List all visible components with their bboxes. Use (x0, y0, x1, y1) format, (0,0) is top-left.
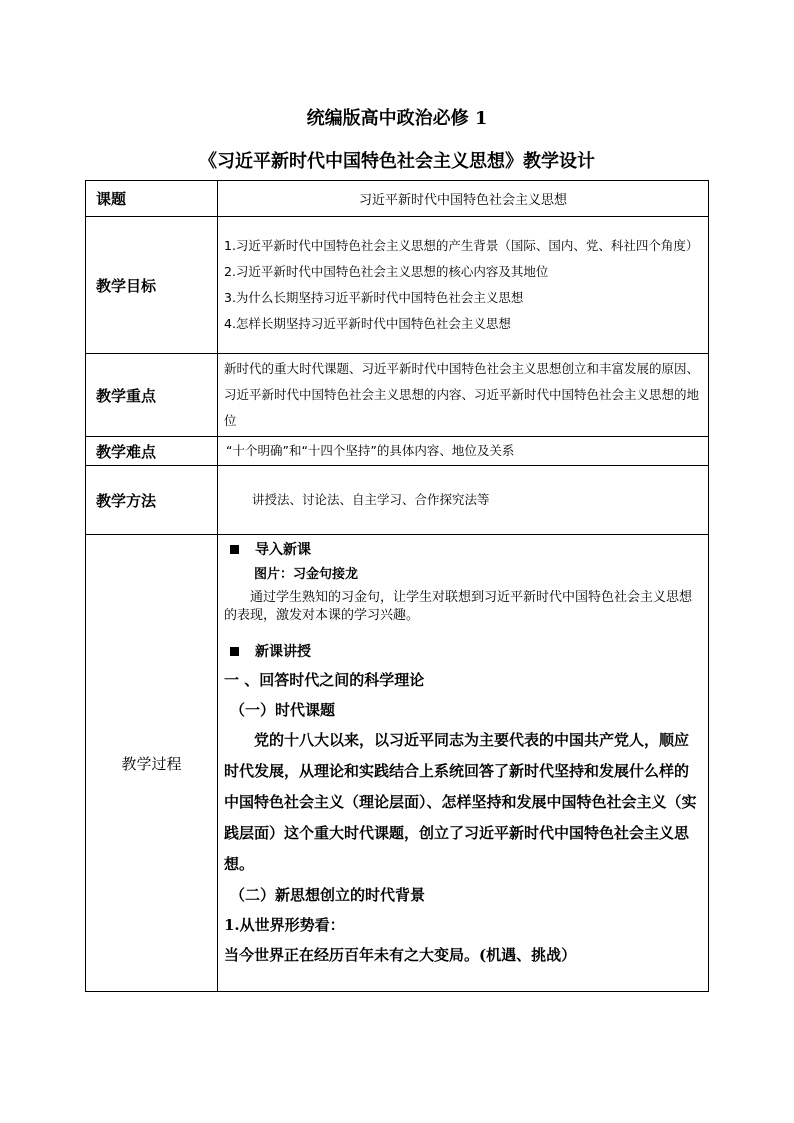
difficulty-value: “十个明确”和“十四个坚持”的具体内容、地位及关系 (218, 437, 709, 466)
document-title: 统编版高中政治必修 1 (306, 108, 488, 129)
intro-paragraph: 通过学生熟知的习金句，让学生对联想到习近平新时代中国特色社会主义思想的表现，激发对本课的学习兴趣。 (224, 590, 693, 623)
table-row-topic (86, 181, 709, 217)
table-row-goals (86, 217, 709, 354)
goal-item: 1.习近平新时代中国特色社会主义思想的产生背景（国际、国内、党、科社四个角度） (224, 238, 699, 253)
table-row-method (86, 466, 709, 535)
section-intro (230, 537, 702, 563)
goal-item: 4.怎样长期坚持习近平新时代中国特色社会主义思想 (224, 316, 511, 331)
method-label: 教学方法 (86, 466, 218, 535)
lesson-plan-table (85, 180, 709, 992)
topic-label: 课题 (86, 181, 218, 217)
focus-value: 新时代的重大时代课题、习近平新时代中国特色社会主义思想创立和丰富发展的原因、习近平新时代中国特色社会主义思想的内容、习近平新时代中国特色社会主义思想的地位 (218, 354, 709, 437)
difficulty-label: 教学难点 (86, 437, 218, 466)
goal-item: 2.习近平新时代中国特色社会主义思想的核心内容及其地位 (224, 264, 549, 279)
process-label: 教学过程 (86, 535, 218, 992)
main-paragraph: 党的十八大以来，以习近平同志为主要代表的中国共产党人，顺应时代发展，从理论和实践结合上系统回答了新时代坚持和发展什么样的中国特色社会主义（理论层面）、怎样坚持和发展中国特色社会主义（实践层面）这个重大时代课题，创立了习近平新时代中国特色社会主义思想。 (224, 731, 697, 873)
focus-label: 教学重点 (86, 354, 218, 437)
heading-one: 一 、回答时代之间的科学理论 (224, 671, 425, 689)
subheading-background: （二）新思想创立的时代背景 (230, 886, 426, 904)
subheading-era-topic: （一）时代课题 (230, 701, 336, 719)
topic-value: 习近平新时代中国特色社会主义思想 (218, 181, 709, 217)
table-row-process (86, 535, 709, 992)
picture-caption: 图片：习金句接龙 (254, 567, 359, 582)
table-row-focus (86, 354, 709, 437)
square-bullet-icon (230, 545, 239, 554)
section-new-lesson (230, 639, 702, 665)
square-bullet-icon (230, 647, 239, 656)
process-cell (218, 535, 709, 992)
table-row-difficulty (86, 437, 709, 466)
goals-cell (218, 217, 709, 354)
section-new-lesson-label: 新课讲授 (255, 644, 311, 660)
section-intro-label: 导入新课 (255, 542, 311, 558)
method-value: 讲授法、讨论法、自主学习、合作探究法等 (218, 466, 709, 535)
point-world-text: 当今世界正在经历百年未有之大变局。(机遇、挑战） (224, 946, 577, 964)
goal-item: 3.为什么长期坚持习近平新时代中国特色社会主义思想 (224, 290, 524, 305)
document-subtitle: 《习近平新时代中国特色社会主义思想》教学设计 (199, 151, 595, 172)
goals-label: 教学目标 (86, 217, 218, 354)
point-world-situation: 1.从世界形势看： (224, 916, 345, 934)
